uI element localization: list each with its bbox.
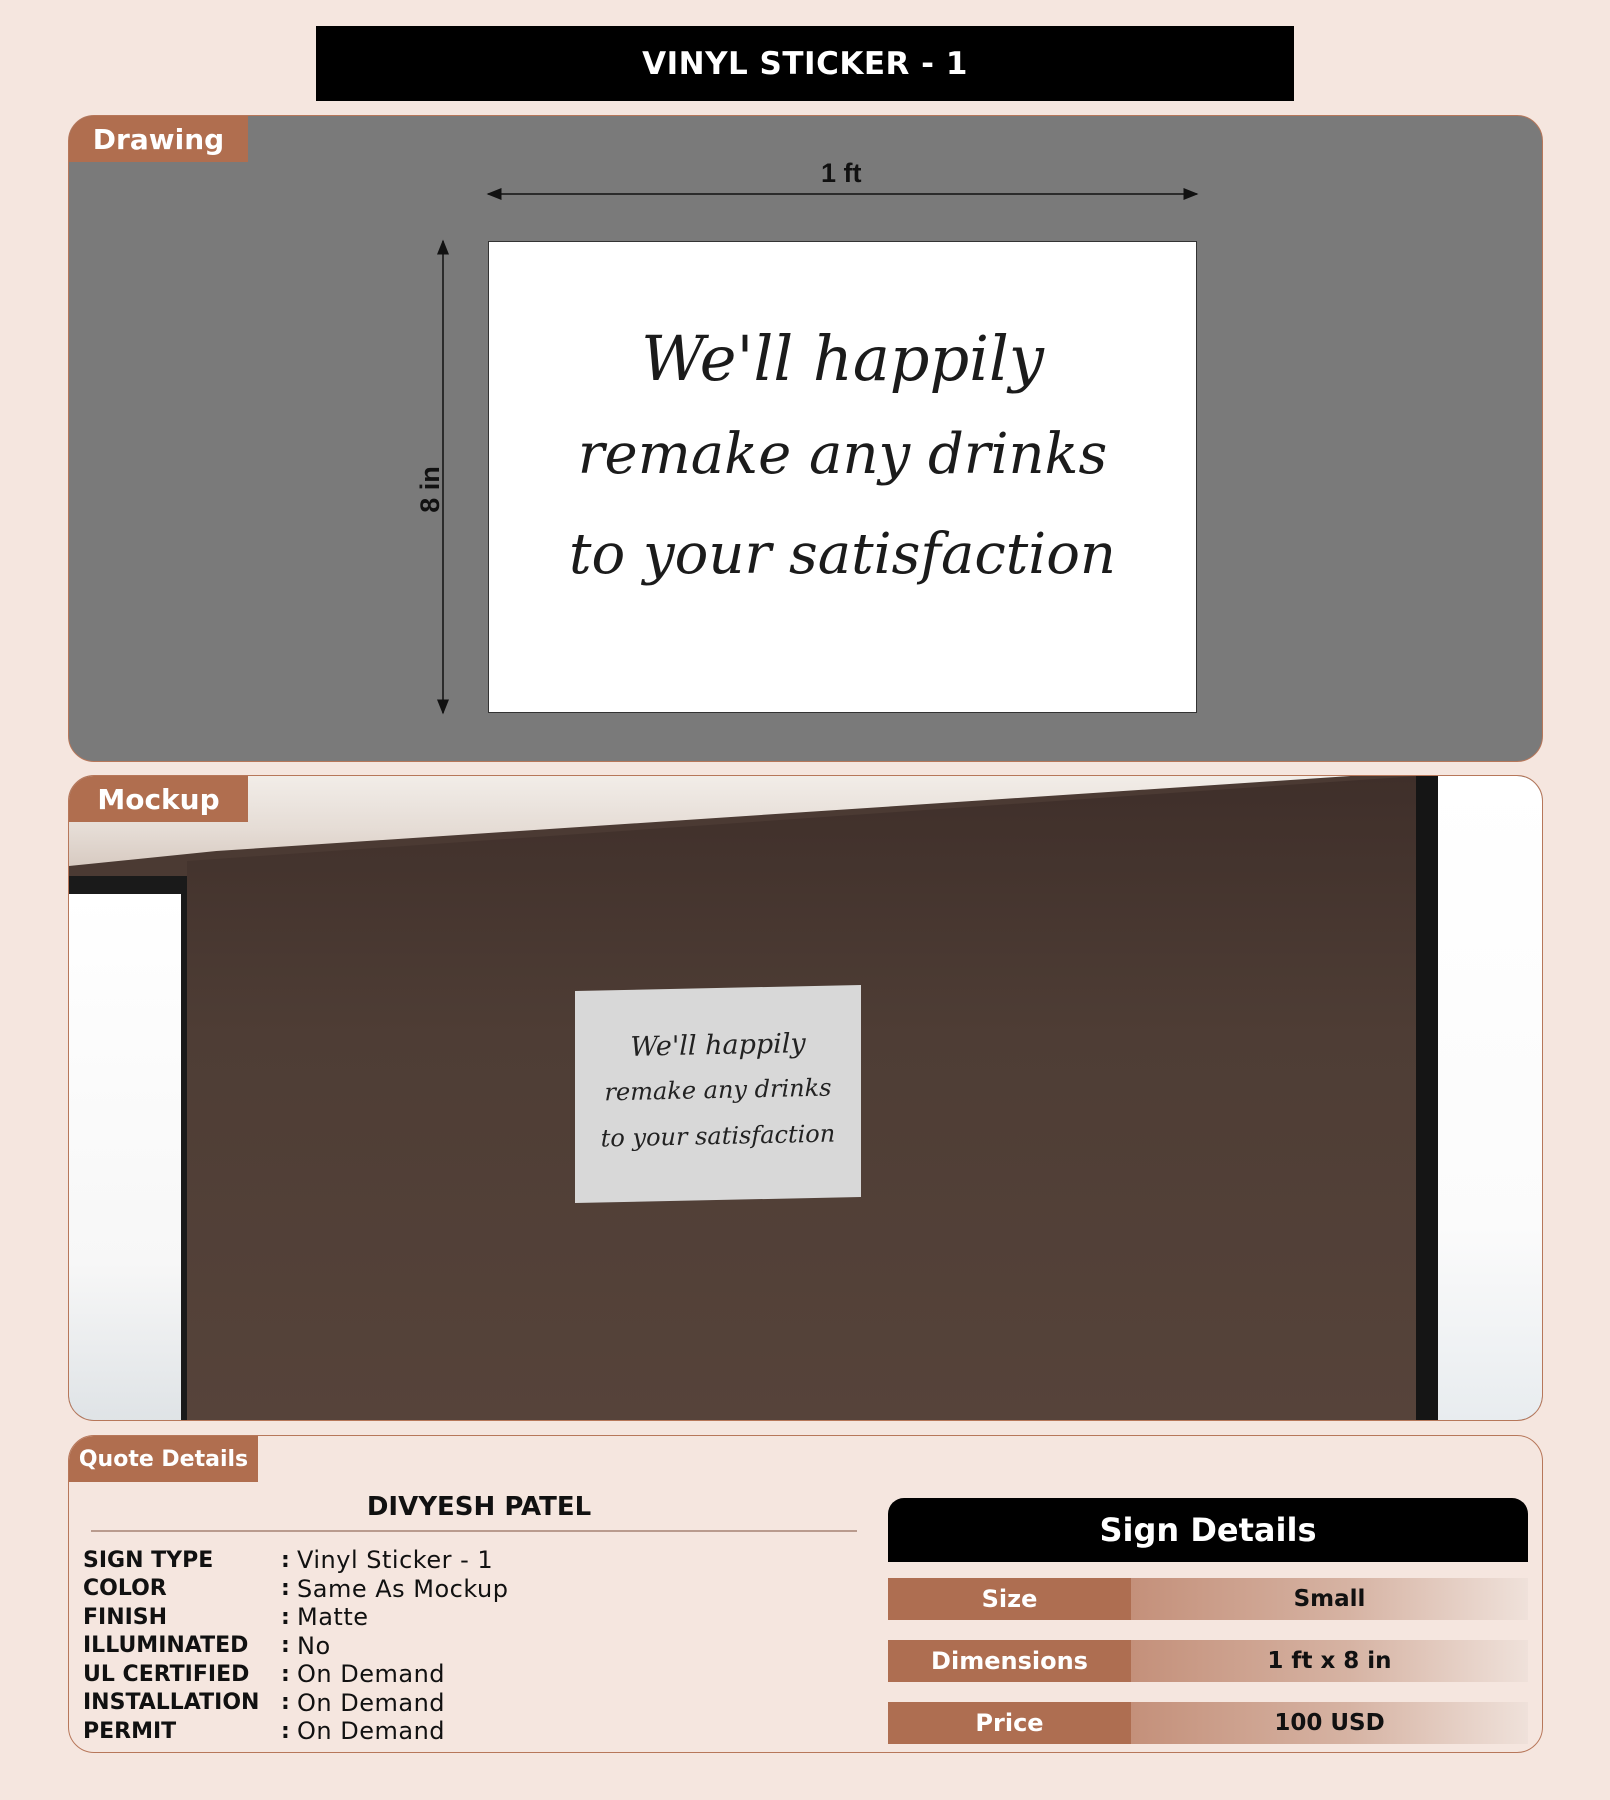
spec-colon: : [281, 1718, 290, 1744]
spec-colon: : [281, 1661, 290, 1687]
mockup-line-1: We'll happily [630, 1028, 806, 1063]
spec-value: On Demand [297, 1717, 446, 1746]
spec-row [83, 1717, 508, 1746]
spec-key: COLOR [83, 1576, 167, 1602]
spec-value: No [297, 1631, 331, 1660]
spec-value: Matte [297, 1603, 369, 1632]
quote-tag: Quote Details [69, 1436, 258, 1482]
spec-key: ILLUMINATED [83, 1633, 249, 1659]
sign-detail-row-dimensions [888, 1640, 1528, 1682]
spec-row [83, 1546, 508, 1575]
sign-detail-key: Price [888, 1702, 1131, 1744]
spec-table [83, 1546, 508, 1746]
client-name: DIVYESH PATEL [366, 1492, 592, 1522]
artwork-line-1: We'll happily [641, 322, 1044, 395]
mockup-sticker [575, 985, 861, 1203]
page-title: VINYL STICKER - 1 [316, 26, 1294, 101]
sign-detail-key: Size [888, 1578, 1131, 1620]
client-name-divider [91, 1530, 857, 1532]
quote-panel [68, 1435, 1543, 1753]
spec-row [83, 1689, 508, 1718]
spec-row [83, 1660, 508, 1689]
artwork-line-3: to your satisfaction [569, 522, 1116, 587]
artwork-board [488, 241, 1197, 713]
spec-key: PERMIT [83, 1718, 177, 1744]
spec-key: UL CERTIFIED [83, 1661, 250, 1687]
mockup-line-2: remake any drinks [604, 1073, 832, 1107]
spec-colon: : [281, 1604, 290, 1630]
artwork-line-2: remake any drinks [577, 422, 1108, 487]
sign-detail-value: 1 ft x 8 in [1131, 1640, 1528, 1682]
spec-colon: : [281, 1576, 290, 1602]
drawing-panel [68, 115, 1543, 762]
spec-colon: : [281, 1633, 290, 1659]
sign-detail-value: Small [1131, 1578, 1528, 1620]
drawing-tag: Drawing [69, 116, 248, 162]
spec-key: FINISH [83, 1604, 168, 1630]
spec-row [83, 1575, 508, 1604]
sign-detail-key: Dimensions [888, 1640, 1131, 1682]
mockup-right-window [1416, 776, 1542, 1421]
sign-details-card [888, 1498, 1528, 1744]
sign-details-header: Sign Details [888, 1498, 1528, 1562]
mockup-line-3: to your satisfaction [600, 1119, 836, 1153]
spec-value: Vinyl Sticker - 1 [297, 1546, 494, 1575]
mockup-tag: Mockup [69, 776, 248, 822]
width-label: 1 ft [821, 158, 862, 188]
spec-value: On Demand [297, 1660, 446, 1689]
mockup-panel [68, 775, 1543, 1421]
spec-value: Same As Mockup [297, 1574, 509, 1603]
spec-colon: : [281, 1690, 290, 1716]
sign-detail-row-price [888, 1702, 1528, 1744]
spec-colon: : [281, 1547, 290, 1573]
height-label: 8 in [414, 466, 445, 513]
spec-key: SIGN TYPE [83, 1547, 214, 1573]
spec-row [83, 1632, 508, 1661]
spec-key: INSTALLATION [83, 1690, 260, 1716]
spec-row [83, 1603, 508, 1632]
spec-value: On Demand [297, 1688, 446, 1717]
sign-detail-row-size [888, 1578, 1528, 1620]
mockup-left-window [69, 876, 187, 1421]
sign-detail-value: 100 USD [1131, 1702, 1528, 1744]
